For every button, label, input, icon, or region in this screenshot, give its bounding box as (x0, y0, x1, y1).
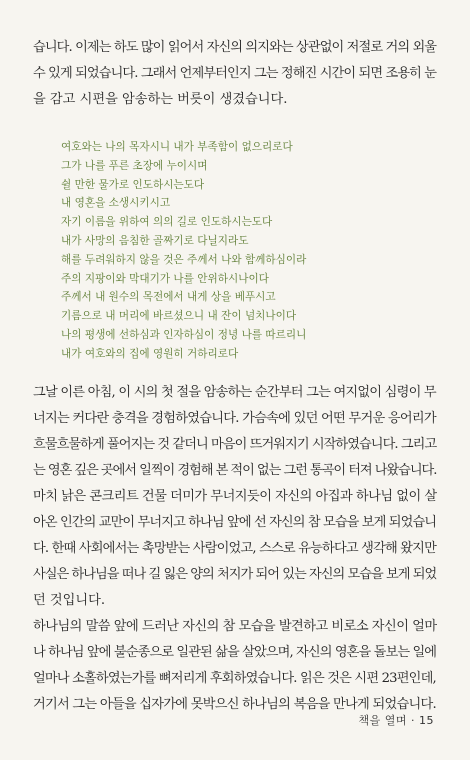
psalm-line: 쉴 만한 물가로 인도하시는도다 (61, 178, 205, 191)
text-line: 사실은 하나님을 떠나 길 잃은 양의 처지가 되어 있는 자신의 모습을 보게 되었 (33, 567, 437, 582)
psalm-line: 주께서 내 원수의 목전에서 내게 상을 베푸시고 (61, 291, 276, 304)
psalm-line: 해를 두려워하지 않을 것은 주께서 나와 함께하심이라 (61, 253, 307, 266)
psalm-line: 자기 이름을 위하여 의의 길로 인도하시는도다 (61, 216, 273, 229)
running-head: 책을 열며 (358, 714, 407, 727)
psalm-line: 내가 여호와의 집에 영원히 거하리로다 (61, 347, 239, 360)
paragraph-body (33, 380, 437, 718)
text-line: 습니다. 이제는 하도 많이 읽어서 자신의 의지와는 상관없이 저절로 거의 외울 (33, 40, 437, 55)
text-line: 거기서 그는 아들을 십자가에 못박으신 하나님의 복음을 만나게 되었습니다. (33, 697, 436, 712)
text-line: 던 것입니다. (33, 593, 106, 608)
text-line: 수 있게 되었습니다. 그래서 언제부터인지 그는 정해진 시간이 되면 조용히 눈 (33, 66, 437, 81)
text-line: 나 하나님 앞에 불순종으로 일관된 삶을 살았으며, 자신의 영혼을 돌보는 일에 (33, 645, 437, 660)
text-line: 는 영혼 깊은 곳에서 일찍이 경험해 본 적이 없는 그런 통곡이 터져 나왔습니다. (33, 463, 437, 478)
text-line: 너지는 커다란 충격을 경험하였습니다. 가슴속에 있던 어떤 무거운 응어리가 (33, 411, 436, 426)
paragraph-intro (33, 35, 437, 113)
psalm-line: 내 영혼을 소생시키시고 (61, 197, 171, 210)
text-line: 아온 인간의 교만이 무너지고 하나님 앞에 선 자신의 참 모습을 보게 되었습니 (33, 515, 437, 530)
psalm-line: 내가 사망의 음침한 골짜기로 다닐지라도 (61, 234, 249, 247)
text-line: 흐물흐물하게 풀어지는 것 같더니 마음이 뜨거워지기 시작하였습니다. 그리고 (33, 437, 437, 452)
footer-separator: · (411, 714, 415, 727)
psalm-line: 나의 평생에 선하심과 인자하심이 정녕 나를 따르리니 (61, 328, 307, 341)
psalm-line: 여호와는 나의 목자시니 내가 부족함이 없으리로다 (61, 141, 293, 153)
text-line: 얼마나 소홀하였는가를 뼈저리게 후회하였습니다. 읽은 것은 시편 23편인데, (33, 671, 436, 686)
text-line: 하나님의 말씀 앞에 드러난 자신의 참 모습을 발견하고 비로소 자신이 얼마 (33, 619, 437, 634)
psalm-23-quote (61, 138, 401, 364)
psalm-line: 주의 지팡이와 막대기가 나를 안위하시나이다 (61, 272, 269, 285)
psalm-line: 기름으로 내 머리에 바르셨으니 내 잔이 넘치나이다 (61, 310, 297, 323)
text-line: 다. 한때 사회에서는 촉망받는 사람이었고, 스스로 유능하다고 생각해 왔지만 (33, 541, 437, 556)
page-footer (358, 712, 434, 728)
text-line: 그날 이른 아침, 이 시의 첫 절을 암송하는 순간부터 그는 여지없이 심령이 무 (33, 385, 436, 400)
text-line: 마치 낡은 콘크리트 건물 더미가 무너지듯이 자신의 아집과 하나님 없이 살 (33, 489, 437, 504)
text-line: 을 감고 시편을 암송하는 버릇이 생겼습니다. (33, 92, 288, 107)
psalm-line: 그가 나를 푸른 초장에 누이시며 (61, 159, 208, 172)
page-number: 15 (419, 714, 434, 727)
